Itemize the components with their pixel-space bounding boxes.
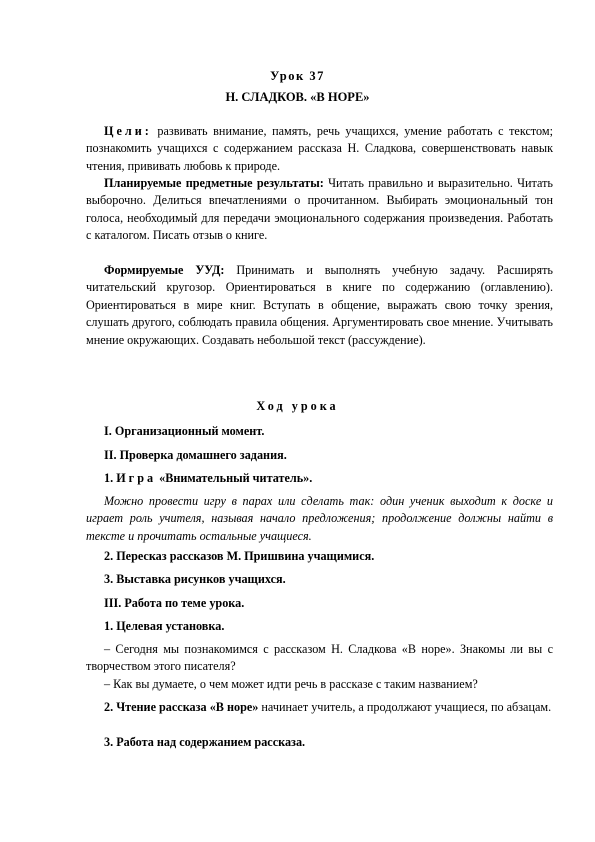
planned-results-text: Читать правильно и выразительно. Читать выборочно. Делиться впечатлениями о прочитанном. Выбирать эмоциональный тон голоса, необходимый для передачи эмоционального содержания произведения. Работать с каталогом. Писать отзыв о книге. <box>86 176 553 243</box>
game-title: «Внимательный читатель». <box>156 471 313 485</box>
section-organizational: I. Организационный момент. <box>104 424 265 438</box>
content-work-item: 3. Работа над содержанием рассказа. <box>104 735 306 749</box>
target-setting-item: 1. Целевая установка. <box>104 619 225 633</box>
goals-text: развивать внимание, память, речь учащихся, умение работать с текстом; познакомить учащихся с содержанием рассказа Н. Сладкова, совершенствовать навык чтения, прививать любовь к природе. <box>86 124 553 173</box>
game-note: Можно провести игру в парах или сделать так: один ученик выходит к доске и играет роль учителя, называя начало предложения; продолжение должны найти в тексте и прочитать остальные учащиеся. <box>86 494 553 543</box>
uud-label: Формируемые УУД: <box>104 263 225 277</box>
planned-results-label: Планируемые предметные результаты: <box>104 176 324 190</box>
teacher-question-1: – Сегодня мы познакомимся с рассказом Н. Сладкова «В норе». Знакомы ли вы с творчеством этого писателя? <box>86 642 553 674</box>
reading-label: 2. Чтение рассказа «В норе» <box>104 700 259 714</box>
lesson-topic: Н. СЛАДКОВ. «В НОРЕ» <box>225 90 370 104</box>
teacher-question-2: – Как вы думаете, о чем может идти речь в рассказе с таким названием? <box>104 677 478 691</box>
course-heading: Ход урока <box>256 399 339 413</box>
goals-label: Цели: <box>104 124 152 138</box>
game-number: 1. <box>104 471 114 485</box>
goals-paragraph <box>86 123 553 175</box>
lesson-number: Урок 37 <box>270 69 325 83</box>
game-label: Игра <box>116 471 157 485</box>
game-item <box>86 470 553 487</box>
reading-item <box>86 699 553 716</box>
uud-paragraph <box>86 262 553 349</box>
planned-results-paragraph <box>86 175 553 245</box>
drawings-item: 3. Выставка рисунков учащихся. <box>104 572 286 586</box>
section-lesson-work: III. Работа по теме урока. <box>104 596 245 610</box>
reading-text: начинает учитель, а продолжают учащиеся, по абзацам. <box>258 700 552 714</box>
uud-text: Принимать и выполнять учебную задачу. Расширять читательский кругозор. Ориентироваться в книге по содержанию (оглавлению). Ориентироваться в мире книг. Вступать в общение, выражать свою точку зрения, слушать другого, соблюдать правила общения. Аргументировать свое мнение. Учитывать мнение окружающих. Создавать небольшой текст (рассуждение). <box>86 263 553 347</box>
section-homework-check: II. Проверка домашнего задания. <box>104 448 287 462</box>
retelling-item: 2. Пересказ рассказов М. Пришвина учащимися. <box>104 549 375 563</box>
